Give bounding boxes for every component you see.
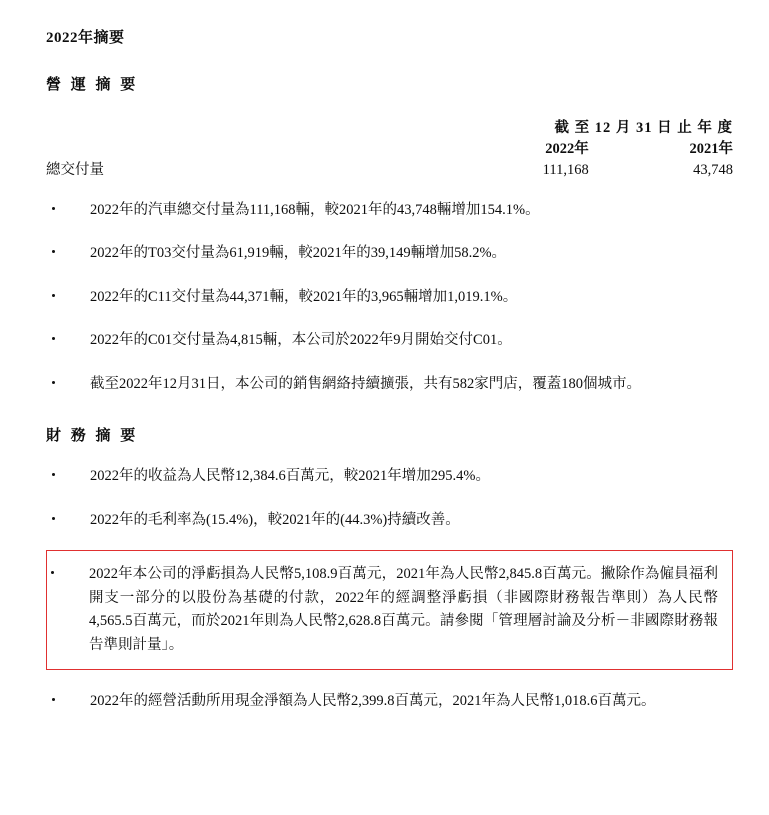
row-label-total-deliveries: 總交付量: [46, 162, 104, 178]
financial-summary-heading: 財 務 摘 要: [46, 428, 139, 445]
bullet-dot-icon: [52, 337, 55, 340]
row-value-2021: 43,748: [693, 162, 733, 178]
list-item-text: 截至2022年12月31日，本公司的銷售網絡持續擴張，共有582家門店，覆蓋180個城市。: [90, 375, 641, 392]
bullet-dot-icon: [52, 294, 55, 297]
operating-bullet-list: [46, 199, 733, 396]
row-value-2022: 111,168: [542, 162, 589, 178]
highlighted-paragraph-box: [46, 550, 733, 670]
list-item-text: 2022年的收益為人民幣12,384.6百萬元，較2021年增加295.4%。: [90, 468, 490, 485]
list-item-text: 2022年本公司的淨虧損為人民幣5,108.9百萬元，2021年為人民幣2,845.8百萬元。撇除作為僱員福利開支一部分的以股份為基礎的付款，2022年的經調整淨虧損（非國際財務報告準則）為人民幣4,565.5百萬元，而於2021年則為人民幣2,628.8百萬元。請參閱「管理層討論及分析－非國際財務報告準則計量」。: [89, 566, 718, 653]
bullet-dot-icon: [52, 473, 55, 476]
list-item-text: 2022年的毛利率為(15.4%)，較2021年的(44.3%)持續改善。: [90, 511, 460, 528]
page-title: 2022年摘要: [46, 30, 125, 46]
list-item: [46, 509, 733, 532]
list-item: [46, 329, 733, 352]
table-row: [46, 158, 733, 179]
table-column-header-row: [46, 137, 733, 158]
list-item-text: 2022年的汽車總交付量為111,168輛，較2021年的43,748輛增加154.1%。: [90, 202, 540, 218]
list-item: [46, 242, 733, 265]
period-header: 截 至 12 月 31 日 止 年 度: [554, 120, 733, 136]
bullet-dot-icon: [52, 698, 55, 701]
bullet-dot-icon: [52, 381, 55, 384]
financial-bullet-list: [46, 465, 733, 532]
list-item: [46, 465, 733, 488]
bullet-dot-icon: [52, 517, 55, 520]
bullet-dot-icon: [52, 250, 55, 253]
list-item: [46, 373, 733, 396]
highlighted-bullet-list: [47, 563, 718, 657]
column-header-2022: 2022年: [545, 141, 589, 157]
operating-summary-heading: 營 運 摘 要: [46, 77, 139, 93]
spacer-cell: [46, 137, 444, 158]
spacer-cell: [46, 116, 444, 137]
list-item: [46, 199, 733, 222]
delivery-table: [46, 116, 733, 179]
bullet-dot-icon: [52, 207, 55, 210]
operating-summary-table: [46, 116, 733, 179]
list-item: [46, 286, 733, 309]
financial-bullet-list-after: [46, 690, 733, 713]
column-header-2021: 2021年: [689, 141, 733, 157]
list-item-text: 2022年的C11交付量為44,371輛，較2021年的3,965輛增加1,019.1%。: [90, 288, 518, 305]
list-item-text: 2022年的C01交付量為4,815輛，本公司於2022年9月開始交付C01。: [90, 332, 512, 349]
list-item-text: 2022年的經營活動所用現金淨額為人民幣2,399.8百萬元，2021年為人民幣1,018.6百萬元。: [90, 693, 656, 710]
list-item-text: 2022年的T03交付量為61,919輛，較2021年的39,149輛增加58.2%。: [90, 245, 507, 262]
table-period-header-row: [46, 116, 733, 137]
list-item: [47, 563, 718, 657]
bullet-dot-icon: [51, 571, 54, 574]
list-item: [46, 690, 733, 713]
